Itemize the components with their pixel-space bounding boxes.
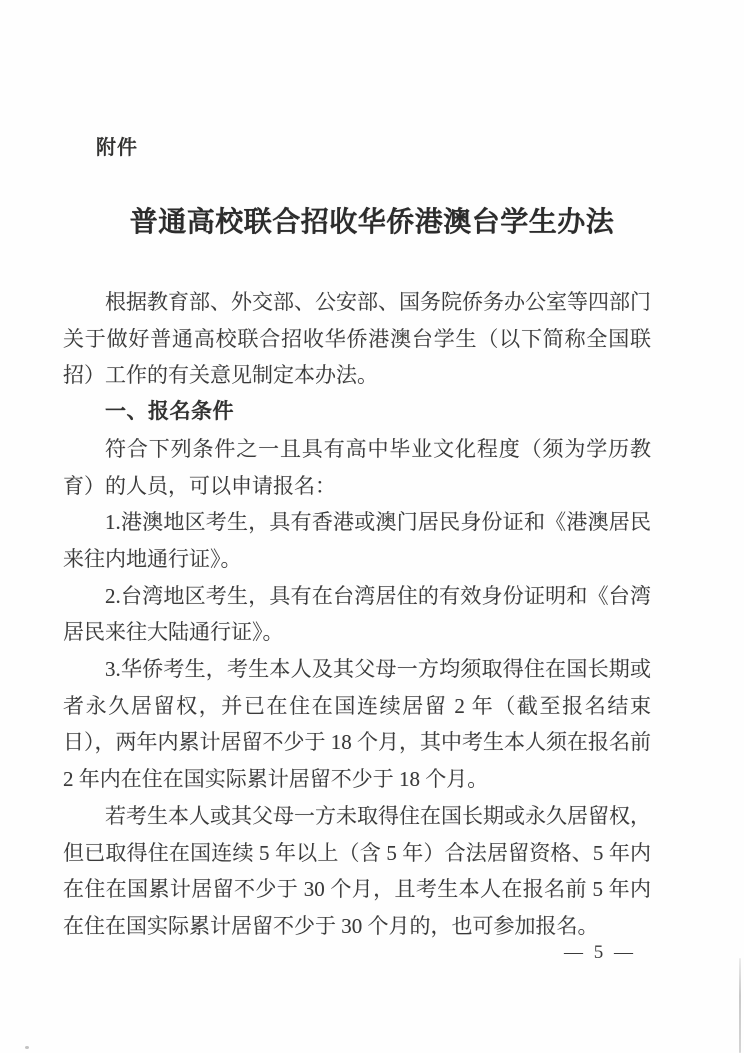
- paragraph: 1.港澳地区考生，具有香港或澳门居民身份证和《港澳居民来往内地通行证》。: [63, 510, 651, 571]
- paragraph: 符合下列条件之一且具有高中毕业文化程度（须为学历教育）的人员，可以申请报名：: [63, 436, 651, 498]
- attachment-label: 附件: [96, 137, 138, 159]
- document-title: 普通高校联合招收华侨港澳台学生办法: [129, 207, 615, 238]
- scan-speck-artifact: [25, 1046, 29, 1049]
- paragraph: 根据教育部、外交部、公安部、国务院侨务办公室等四部门关于做好普通高校联合招收华侨港澳台学生（以下简称全国联招）工作的有关意见制定本办法。: [63, 290, 651, 388]
- page-number: — 5 —: [564, 942, 636, 963]
- paragraph: 若考生本人或其父母一方未取得住在国长期或永久居留权，但已取得住在国连续 5 年以上（含 5 年）合法居留资格、5 年内在住在国累计居留不少于 30 个月，且考生本人在报名前 5 年内在住在国实际累计居留不少于 30 个月的，也可参加报名。: [63, 803, 651, 938]
- scan-edge-artifact: [739, 958, 741, 1053]
- section-heading: 一、报名条件: [105, 400, 234, 424]
- paragraph: 3.华侨考生，考生本人及其父母一方均须取得住在国长期或者永久居留权，并已在住在国连续居留 2 年（截至报名结束日），两年内累计居留不少于 18 个月，其中考生本人须在报名前 2 年内在住在国实际累计居留不少于 18 个月。: [63, 657, 651, 792]
- paragraph: 2.台湾地区考生，具有在台湾居住的有效身份证明和《台湾居民来往大陆通行证》。: [63, 583, 651, 645]
- document-body: [63, 284, 651, 945]
